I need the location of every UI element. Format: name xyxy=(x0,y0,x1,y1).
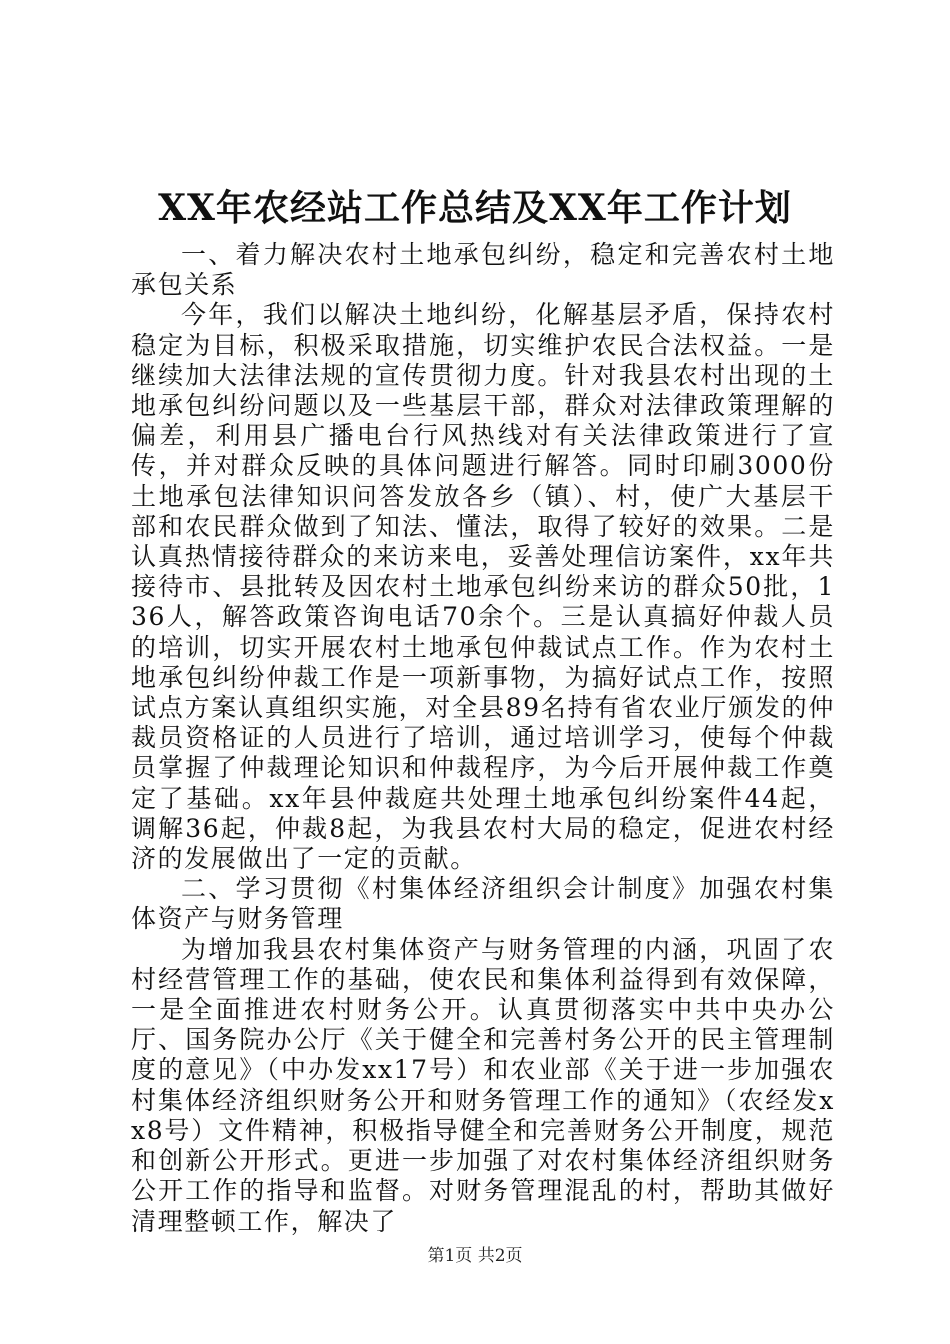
page-footer: 第1页 共2页 xyxy=(427,1246,523,1266)
section-heading-1: 一、着力解决农村土地承包纠纷，稳定和完善农村土地承包关系 xyxy=(131,240,835,300)
body-paragraph-1: 今年，我们以解决土地纠纷，化解基层矛盾，保持农村稳定为目标，积极采取措施，切实维护农民合法权益。一是继续加大法律法规的宣传贯彻力度。针对我县农村出现的土地承包纠纷问题以及一些基层干部，群众对法律政策理解的偏差，利用县广播电台行风热线对有关法律政策进行了宣传，并对群众反映的具体问题进行解答。同时印刷3000份土地承包法律知识问答发放各乡（镇）、村，使广大基层干部和农民群众做到了知法、懂法，取得了较好的效果。二是认真热情接待群众的来访来电，妥善处理信访案件，xx年共接待市、县批转及因农村土地承包纠纷来访的群众50批，136人，解答政策咨询电话70余个。三是认真搞好仲裁人员的培训，切实开展农村土地承包仲裁试点工作。作为农村土地承包纠纷仲裁工作是一项新事物，为搞好试点工作，按照试点方案认真组织实施，对全县89名持有省农业厅颁发的仲裁员资格证的人员进行了培训，通过培训学习，使每个仲裁员掌握了仲裁理论知识和仲裁程序，为今后开展仲裁工作奠定了基础。xx年县仲裁庭共处理土地承包纠纷案件44起，调解36起，仲裁8起，为我县农村大局的稳定，促进农村经济的发展做出了一定的贡献。 xyxy=(131,300,835,874)
section-heading-2: 二、学习贯彻《村集体经济组织会计制度》加强农村集体资产与财务管理 xyxy=(131,874,835,934)
document-title: XX年农经站工作总结及XX年工作计划 xyxy=(158,187,792,229)
document-body xyxy=(131,240,835,1237)
body-paragraph-2: 为增加我县农村集体资产与财务管理的内涵，巩固了农村经营管理工作的基础，使农民和集体利益得到有效保障，一是全面推进农村财务公开。认真贯彻落实中共中央办公厅、国务院办公厅《关于健全和完善村务公开的民主管理制度的意见》（中办发xx17号）和农业部《关于进一步加强农村集体经济组织财务公开和财务管理工作的通知》（农经发xx8号）文件精神，积极指导健全和完善财务公开制度，规范和创新公开形式。更进一步加强了对农村集体经济组织财务公开工作的指导和监督。对财务管理混乱的村，帮助其做好清理整顿工作，解决了 xyxy=(131,934,835,1236)
